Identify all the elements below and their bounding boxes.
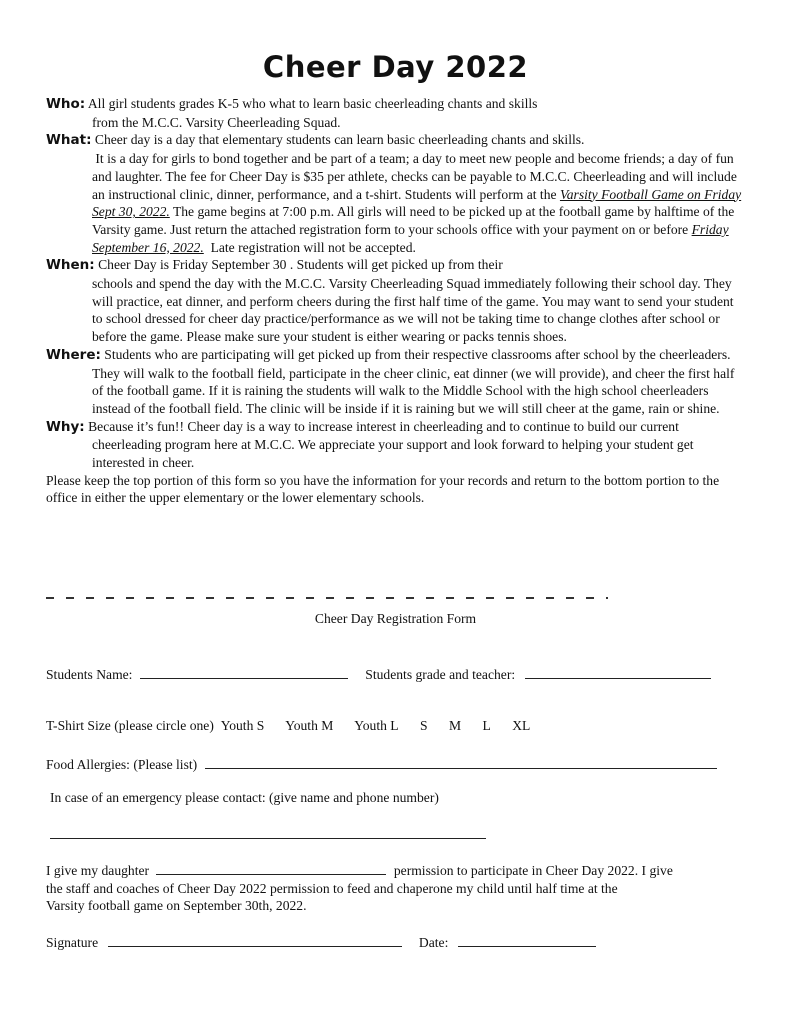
- student-name-label: Students Name:: [46, 667, 133, 682]
- emergency-row: [50, 824, 486, 843]
- game-date-link: Varsity Football Game on Friday Sept 30, 2022.: [92, 186, 742, 220]
- what-line1: Cheer day is a day that elementary students can learn basic cheerleading chants and skills.: [94, 132, 585, 148]
- size-youth-m[interactable]: Youth M: [285, 718, 334, 733]
- signature-label: Signature: [46, 935, 99, 950]
- permission-section: [46, 860, 673, 915]
- size-l[interactable]: L: [482, 718, 491, 733]
- form-title: Cheer Day Registration Form: [314, 611, 477, 626]
- grade-teacher-field[interactable]: [525, 664, 711, 679]
- allergies-label: Food Allergies: (Please list): [46, 757, 198, 772]
- size-s[interactable]: S: [420, 718, 428, 733]
- size-xl[interactable]: XL: [512, 718, 531, 733]
- student-row: [46, 664, 711, 683]
- why-body: Because it’s fun!! Cheer day is a way to increase interest in cheerleading and to continue to build our current cheerleading program here at M.C.C. We appreciate your support and look forward to helping your student get interested in cheer.: [88, 418, 694, 471]
- info-section: [46, 95, 746, 507]
- signature-field[interactable]: [108, 932, 402, 947]
- when-line1: Cheer Day is Friday September 30 . Students will get picked up from their: [98, 257, 503, 273]
- size-m[interactable]: M: [448, 718, 462, 733]
- permission-text-d: Varsity football game on September 30th, 2022.: [46, 898, 307, 914]
- tshirt-label: T-Shirt Size (please circle one): [46, 718, 214, 733]
- where-section: [46, 346, 746, 418]
- tear-off-line: [46, 597, 608, 599]
- emergency-field[interactable]: [50, 824, 486, 839]
- date-field[interactable]: [458, 932, 596, 947]
- what-text-a: It is a day for girls to bond together and be part of a team; a day to meet new people and become friends; a day of fun and laughter. The fee for Cheer Day is $35 per athlete, checks can be payable to M.C.C. Cheerleading and will include an instructional clinic, dinner, performance, and a t-shirt. Students will perform at the: [92, 151, 737, 202]
- student-name-field[interactable]: [140, 664, 348, 679]
- keep-note: Please keep the top portion of this form so you have the information for your records and return to the bottom portion to the office in either the upper elementary or the lower elementary schools.: [46, 472, 720, 506]
- when-section: [46, 256, 746, 346]
- who-label: Who:: [46, 96, 86, 112]
- what-section: [46, 131, 746, 256]
- when-label: When:: [46, 257, 95, 274]
- daughter-name-field[interactable]: [156, 860, 386, 875]
- emergency-label: In case of an emergency please contact: (give name and phone number): [50, 790, 439, 805]
- what-label: What:: [46, 132, 92, 149]
- page-title: Cheer Day 2022: [262, 50, 529, 84]
- why-label: Why:: [46, 418, 85, 435]
- when-body: schools and spend the day with the M.C.C. Varsity Cheerleading Squad immediately following their school day. They will practice, eat dinner, and perform cheers during the first half time of the game. You may want to send your student to school dressed for cheer day practice/performance as we will not be taking time to change clothes after school or before the game. Please make sure your student is either wearing or packs tennis shoes.: [92, 276, 734, 345]
- size-youth-s[interactable]: Youth S: [220, 718, 265, 733]
- what-body: [46, 150, 746, 256]
- who-line1: All girl students grades K-5 who what to learn basic cheerleading chants and skills: [87, 96, 538, 111]
- where-body: Students who are participating will get picked up from their respective classrooms after school by the cheerleaders. They will walk to the football field, participate in the cheer clinic, eat dinner (we will provide), and cheer the first half of the football game. If it is raining the students will walk to the Middle School with the high school cheerleaders instead of the football field. The clinic will be inside if it is raining but we will still cheer at the game, rain or shine.: [92, 346, 735, 416]
- what-text-c: Late registration will not be accepted.: [210, 239, 416, 255]
- date-label: Date:: [418, 935, 449, 950]
- what-text-b: The game begins at 7:00 p.m. All girls will need to be picked up at the football game by halftime of the Varsity game. Just return the attached registration form to your schools office with your payment on or before: [92, 204, 735, 237]
- allergies-field[interactable]: [205, 754, 717, 769]
- who-line2: from the M.C.C. Varsity Cheerleading Squad.: [92, 114, 341, 130]
- where-label: Where:: [46, 346, 101, 363]
- why-section: [46, 418, 746, 472]
- permission-text-a: I give my daughter: [46, 863, 150, 878]
- permission-text-b: permission to participate in Cheer Day 2022. I give: [393, 863, 673, 878]
- size-youth-l[interactable]: Youth L: [354, 718, 399, 733]
- grade-teacher-label: Students grade and teacher:: [365, 667, 516, 682]
- signature-row: [46, 932, 596, 951]
- tshirt-row: [46, 718, 548, 734]
- permission-text-c: the staff and coaches of Cheer Day 2022 permission to feed and chaperone my child until half time at the: [46, 880, 618, 896]
- who-section: [46, 95, 746, 131]
- deadline-link: Friday September 16, 2022.: [92, 221, 729, 255]
- allergies-row: [46, 754, 717, 773]
